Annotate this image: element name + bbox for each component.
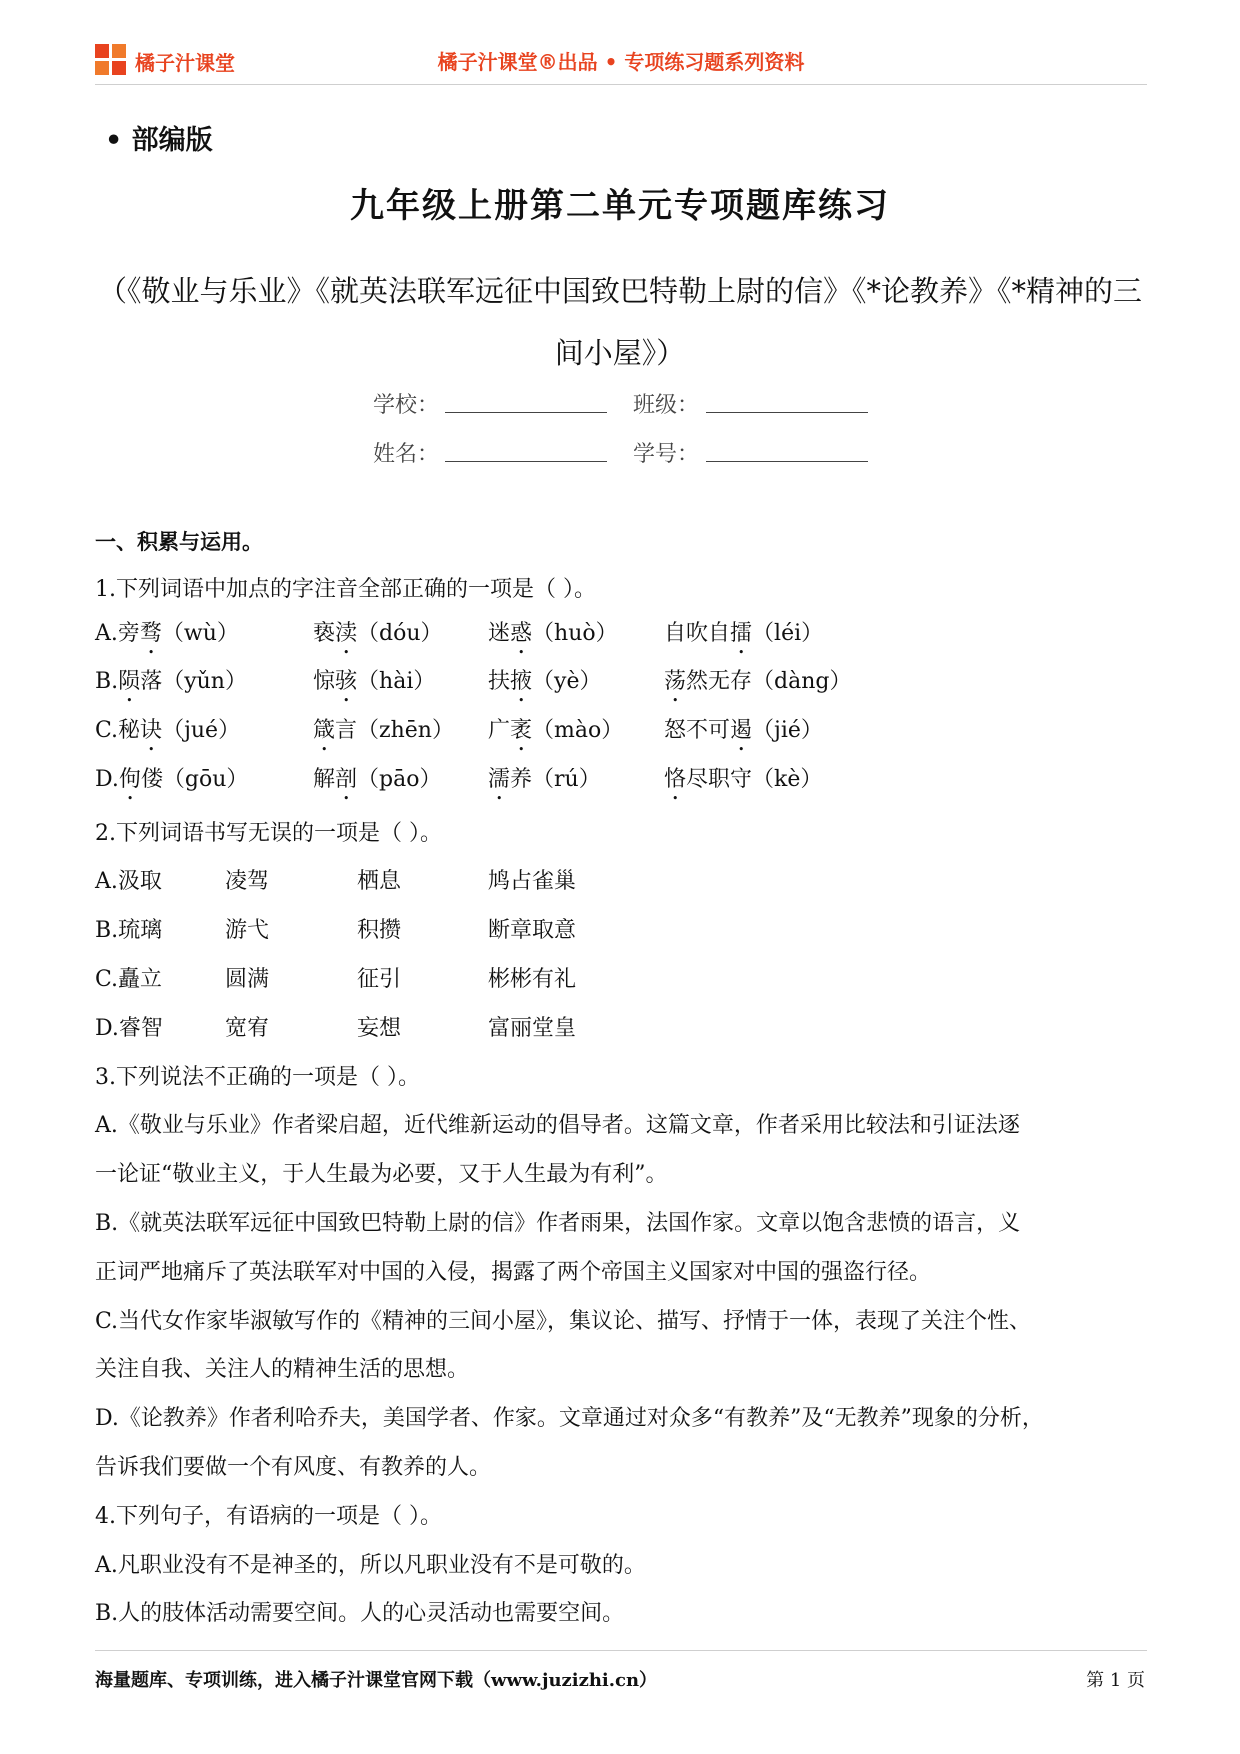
q1-option-a2: 亵渎（dóu） [313,621,443,646]
dotted-char: 濡 [488,767,511,792]
school-label: 学校： [373,393,440,418]
q1-option-c2: 箴言（zhēn） [313,718,454,743]
footer-text: 海量题库、专项训练，进入橘子汁课堂官网下载（www.juzizhi.cn） [95,1670,658,1691]
q1-option-b2: 惊骇（hài） [313,669,436,694]
page-title: 九年级上册第二单元专项题库练习 [350,186,890,226]
q2-option: D.睿智 [95,1016,163,1041]
dotted-char: 诀 [140,718,163,743]
header-divider [95,84,1147,85]
footer-divider [95,1650,1147,1651]
name-label: 姓名： [373,442,440,467]
q3-line: C.当代女作家毕淑敏写作的《精神的三间小屋》，集议论、描写、抒情于一体，表现了关注个性、 [95,1309,1032,1334]
question-1-stem: 1.下列词语中加点的字注音全部正确的一项是（ ）。 [95,577,596,602]
class-label: 班级： [633,393,700,418]
q4-line: B.人的肢体活动需要空间。人的心灵活动也需要空间。 [95,1601,625,1626]
q1-option-c1: C.秘诀（jué） [95,718,241,743]
q1-option-a3: 迷惑（huò） [488,621,618,646]
number-field[interactable] [706,461,868,462]
q2-option: C.矗立 [95,967,163,992]
q1-option-b1: B.陨落（yǔn） [95,669,247,694]
dotted-char: 掖 [510,669,533,694]
dotted-char: 惑 [510,621,533,646]
dotted-char: 佝 [118,767,141,792]
section-title: 一、积累与运用。 [95,530,263,554]
page-subtitle: （《敬业与乐业》《就英法联军远征中国致巴特勒上尉的信》《*论教养》《*精神的三间小屋》） [97,274,1142,370]
q2-option: 圆满 [225,967,270,992]
q2-option: B.琉璃 [95,918,163,943]
dotted-char: 箴 [313,718,336,743]
header-title: 橘子汁课堂®出品 • 专项练习题系列资料 [437,50,805,74]
dotted-char: 恪 [664,767,687,792]
q2-option: 妄想 [357,1016,402,1041]
page-number: 第 1 页 [1086,1670,1145,1691]
q1-option-c3: 广袤（mào） [488,718,624,743]
q1-option-d3: 濡养（rú） [488,767,601,792]
dotted-char: 骇 [335,669,358,694]
q3-line: 一论证“敬业主义，于人生最为必要，又于人生最为有利”。 [95,1162,668,1187]
q2-option: 凌驾 [225,869,270,894]
dotted-char: 荡 [664,669,687,694]
class-field[interactable] [706,412,868,413]
dotted-char: 袤 [510,718,533,743]
q3-line: B.《就英法联军远征中国致巴特勒上尉的信》作者雨果，法国作家。文章以饱含悲愤的语言，义 [95,1211,1021,1236]
name-field[interactable] [445,461,607,462]
q1-option-c4: 怒不可遏（jié） [664,718,823,743]
q2-option: 彬彬有礼 [488,967,577,992]
q2-option: 断章取意 [488,918,577,943]
page-header [95,40,1147,84]
q1-option-b3: 扶掖（yè） [488,669,602,694]
q4-line: A.凡职业没有不是神圣的，所以凡职业没有不是可敬的。 [95,1553,646,1578]
q3-line: D.《论教养》作者利哈乔夫，美国学者、作家。文章通过对众多“有教养”及“无教养”现象的分析， [95,1406,1044,1431]
dotted-char: 渎 [335,621,358,646]
q2-option: A.汲取 [95,869,162,894]
q1-option-a4: 自吹自擂（léi） [664,621,824,646]
question-3-stem: 3.下列说法不正确的一项是（ ）。 [95,1065,420,1090]
brand-name: 橘子汁课堂 [135,50,235,75]
number-label: 学号： [633,442,700,467]
edition-text: 部编版 [131,125,213,156]
q2-option: 鸠占雀巢 [488,869,577,894]
q1-option-d4: 恪尽职守（kè） [664,767,823,792]
dotted-char: 剖 [335,767,358,792]
q1-option-d2: 解剖（pāo） [313,767,442,792]
q3-line: 关注自我、关注人的精神生活的思想。 [95,1357,470,1382]
dotted-char: 陨 [118,669,141,694]
q2-option: 宽宥 [225,1016,270,1041]
q3-line: 正词严地痛斥了英法联军对中国的入侵，揭露了两个帝国主义国家对中国的强盗行径。 [95,1260,932,1285]
q2-option: 积攒 [357,918,402,943]
question-2-stem: 2.下列词语书写无误的一项是（ ）。 [95,821,442,846]
dotted-char: 骛 [139,621,162,646]
edition-label: • 部编版 [105,125,213,156]
dotted-char: 遏 [730,718,753,743]
school-field[interactable] [445,412,607,413]
dotted-char: 擂 [730,621,753,646]
q2-option: 征引 [357,967,402,992]
q2-option: 游弋 [225,918,270,943]
q1-option-a1: A.旁骛（wù） [95,621,239,646]
q2-option: 栖息 [357,869,402,894]
q3-line: A.《敬业与乐业》作者梁启超，近代维新运动的倡导者。这篇文章，作者采用比较法和引证法逐 [95,1113,1020,1138]
q1-option-b4: 荡然无存（dàng） [664,669,852,694]
question-4-stem: 4.下列句子，有语病的一项是（ ）。 [95,1504,442,1529]
q3-line: 告诉我们要做一个有风度、有教养的人。 [95,1455,492,1480]
q2-option: 富丽堂皇 [488,1016,577,1041]
q1-option-d1: D.佝偻（gōu） [95,767,249,792]
